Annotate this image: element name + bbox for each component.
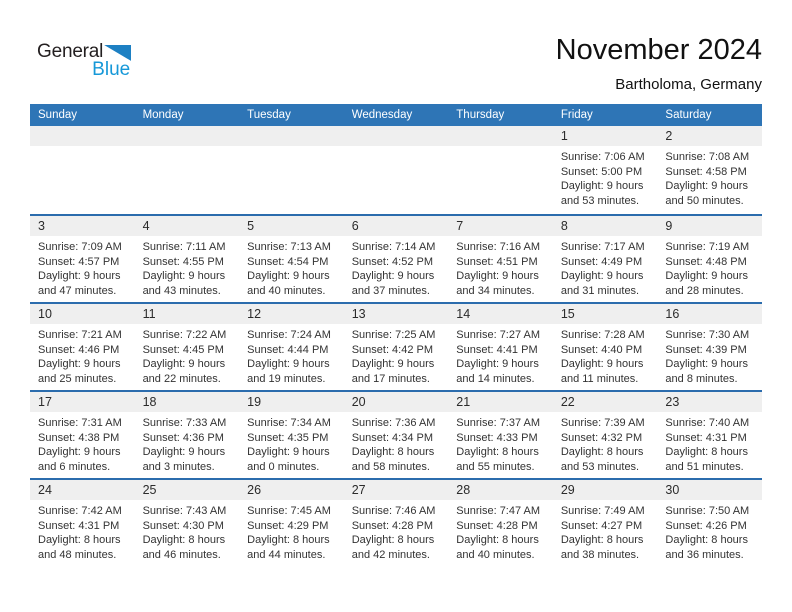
- day-detail-line: Sunrise: 7:21 AM: [38, 329, 122, 341]
- day-detail-line: Sunset: 4:57 PM: [38, 255, 120, 268]
- day-detail-line: Daylight: 9 hours: [351, 358, 435, 371]
- day-detail-line: and 48 minutes.: [38, 548, 117, 561]
- day-detail-line: Daylight: 9 hours: [456, 270, 539, 283]
- day-detail-line: Sunrise: 7:30 AM: [665, 329, 750, 341]
- day-details: [553, 324, 658, 386]
- day-number: 15: [553, 304, 658, 324]
- day-details: [239, 236, 344, 298]
- day-detail-line: Sunset: 4:36 PM: [142, 431, 224, 444]
- day-detail-line: and 0 minutes.: [247, 460, 320, 473]
- day-number: 17: [30, 392, 135, 412]
- day-details: [30, 146, 135, 150]
- day-details: [30, 236, 135, 298]
- day-detail-line: Sunrise: 7:39 AM: [560, 417, 645, 429]
- day-detail-line: and 22 minutes.: [142, 372, 221, 385]
- day-number: 14: [448, 304, 553, 324]
- day-detail-line: and 53 minutes.: [560, 194, 640, 207]
- day-detail-line: Daylight: 9 hours: [247, 358, 330, 371]
- day-number: 3: [30, 216, 135, 236]
- day-detail-line: and 51 minutes.: [665, 460, 744, 473]
- day-number: 22: [553, 392, 658, 412]
- weekday-thursday: Thursday: [456, 109, 505, 121]
- day-detail-line: Sunset: 4:41 PM: [456, 343, 538, 356]
- day-detail-line: Sunrise: 7:31 AM: [38, 417, 122, 429]
- day-number: 9: [657, 216, 762, 236]
- day-number: 20: [344, 392, 449, 412]
- day-number: 19: [239, 392, 344, 412]
- day-detail-line: Daylight: 8 hours: [351, 534, 435, 547]
- day-number: 27: [344, 480, 449, 500]
- day-number: 16: [657, 304, 762, 324]
- calendar-weeks: [30, 126, 762, 566]
- day-detail-line: and 40 minutes.: [456, 548, 535, 561]
- weekday-header-row: [30, 104, 762, 126]
- day-details: [239, 146, 344, 150]
- day-detail-line: Sunset: 4:51 PM: [456, 255, 538, 268]
- day-detail-line: Sunrise: 7:24 AM: [247, 329, 331, 341]
- day-cell: [30, 304, 135, 390]
- day-cell: [344, 304, 449, 390]
- logo-text-general: General: [37, 41, 104, 62]
- calendar-table: [30, 104, 762, 566]
- day-detail-line: Sunrise: 7:28 AM: [560, 329, 645, 341]
- day-detail-line: and 55 minutes.: [456, 460, 535, 473]
- day-number: 26: [239, 480, 344, 500]
- general-blue-logo: [37, 41, 131, 81]
- title-block: [556, 34, 762, 93]
- day-number: 12: [239, 304, 344, 324]
- day-detail-line: Sunrise: 7:37 AM: [456, 417, 541, 429]
- day-detail-line: Sunrise: 7:11 AM: [142, 241, 226, 253]
- day-details: [344, 324, 449, 386]
- day-details: [30, 412, 135, 474]
- day-detail-line: Sunset: 4:26 PM: [665, 519, 747, 532]
- day-detail-line: Sunset: 4:39 PM: [665, 343, 747, 356]
- day-detail-line: Sunset: 4:29 PM: [247, 519, 329, 532]
- day-detail-line: Sunset: 4:28 PM: [351, 519, 434, 532]
- day-detail-line: Sunset: 4:58 PM: [665, 165, 747, 178]
- weekday-friday: Friday: [560, 109, 593, 121]
- day-cell: [30, 216, 135, 302]
- day-detail-line: Daylight: 9 hours: [142, 446, 226, 459]
- empty-day-cell: [30, 126, 135, 214]
- day-details: [344, 412, 449, 474]
- day-number: [448, 126, 553, 146]
- day-detail-line: and 37 minutes.: [351, 284, 430, 297]
- day-detail-line: Sunrise: 7:27 AM: [456, 329, 541, 341]
- day-detail-line: and 40 minutes.: [247, 284, 326, 297]
- day-detail-line: and 44 minutes.: [247, 548, 326, 561]
- day-cell: [344, 392, 449, 478]
- day-detail-line: Daylight: 9 hours: [38, 270, 121, 283]
- day-detail-line: and 25 minutes.: [38, 372, 117, 385]
- day-detail-line: Daylight: 9 hours: [560, 358, 644, 371]
- day-number: 8: [553, 216, 658, 236]
- day-details: [448, 500, 553, 562]
- day-details: [135, 146, 240, 150]
- day-cell: [553, 126, 658, 214]
- day-cell: [448, 392, 553, 478]
- day-detail-line: Sunrise: 7:40 AM: [665, 417, 750, 429]
- day-cell: [239, 480, 344, 566]
- day-cell: [30, 480, 135, 566]
- day-number: 29: [553, 480, 658, 500]
- weekday-monday: Monday: [142, 109, 184, 121]
- logo-text-blue: Blue: [92, 59, 131, 80]
- weekday-tuesday: Tuesday: [247, 109, 291, 121]
- day-detail-line: Sunrise: 7:49 AM: [560, 505, 645, 517]
- day-details: [657, 412, 762, 474]
- day-detail-line: Sunrise: 7:45 AM: [247, 505, 331, 517]
- day-details: [448, 236, 553, 298]
- weekday-wednesday: Wednesday: [351, 109, 413, 121]
- day-detail-line: Sunrise: 7:34 AM: [247, 417, 331, 429]
- day-details: [135, 500, 240, 562]
- day-number: 4: [135, 216, 240, 236]
- day-detail-line: Sunset: 4:44 PM: [247, 343, 329, 356]
- day-details: [553, 412, 658, 474]
- day-detail-line: Sunrise: 7:36 AM: [351, 417, 436, 429]
- day-details: [657, 324, 762, 386]
- day-detail-line: Daylight: 8 hours: [247, 534, 330, 547]
- day-detail-line: Sunset: 4:35 PM: [247, 431, 329, 444]
- day-number: 30: [657, 480, 762, 500]
- day-cell: [657, 216, 762, 302]
- day-detail-line: Sunset: 4:45 PM: [142, 343, 224, 356]
- day-details: [657, 146, 762, 208]
- day-detail-line: Sunrise: 7:22 AM: [142, 329, 227, 341]
- day-detail-line: Daylight: 8 hours: [142, 534, 226, 547]
- day-number: [135, 126, 240, 146]
- day-detail-line: and 8 minutes.: [665, 372, 738, 385]
- day-detail-line: Sunrise: 7:50 AM: [665, 505, 750, 517]
- day-details: [344, 500, 449, 562]
- day-cell: [448, 304, 553, 390]
- day-cell: [657, 480, 762, 566]
- day-cell: [553, 304, 658, 390]
- day-detail-line: Daylight: 8 hours: [560, 534, 644, 547]
- empty-day-cell: [448, 126, 553, 214]
- empty-day-cell: [135, 126, 240, 214]
- day-cell: [239, 216, 344, 302]
- day-cell: [344, 216, 449, 302]
- day-number: 24: [30, 480, 135, 500]
- day-detail-line: and 11 minutes.: [560, 372, 639, 385]
- day-detail-line: Sunset: 4:55 PM: [142, 255, 224, 268]
- day-detail-line: and 28 minutes.: [665, 284, 744, 297]
- day-detail-line: and 58 minutes.: [351, 460, 430, 473]
- day-number: 10: [30, 304, 135, 324]
- day-detail-line: Daylight: 8 hours: [665, 446, 748, 459]
- day-detail-line: Sunrise: 7:47 AM: [456, 505, 541, 517]
- day-detail-line: Daylight: 9 hours: [38, 446, 121, 459]
- day-detail-line: Sunset: 4:38 PM: [38, 431, 120, 444]
- week-row: [30, 478, 762, 566]
- day-cell: [553, 480, 658, 566]
- week-row: [30, 302, 762, 390]
- day-detail-line: Sunset: 4:32 PM: [560, 431, 643, 444]
- day-detail-line: Daylight: 9 hours: [247, 270, 330, 283]
- day-detail-line: Daylight: 9 hours: [142, 358, 226, 371]
- weekday-sunday: Sunday: [38, 109, 78, 121]
- day-number: [30, 126, 135, 146]
- day-details: [657, 500, 762, 562]
- day-detail-line: and 47 minutes.: [38, 284, 117, 297]
- day-cell: [553, 216, 658, 302]
- day-details: [30, 500, 135, 562]
- day-detail-line: Daylight: 9 hours: [456, 358, 539, 371]
- day-detail-line: Sunset: 4:40 PM: [560, 343, 643, 356]
- day-detail-line: Sunrise: 7:42 AM: [38, 505, 122, 517]
- day-number: 7: [448, 216, 553, 236]
- day-detail-line: Daylight: 8 hours: [38, 534, 121, 547]
- day-cell: [135, 216, 240, 302]
- day-detail-line: Sunset: 4:46 PM: [38, 343, 120, 356]
- day-details: [448, 146, 553, 150]
- day-detail-line: Sunrise: 7:06 AM: [560, 151, 645, 163]
- day-detail-line: Sunrise: 7:33 AM: [142, 417, 227, 429]
- day-detail-line: Sunset: 4:28 PM: [456, 519, 538, 532]
- day-detail-line: Daylight: 9 hours: [247, 446, 330, 459]
- day-number: 13: [344, 304, 449, 324]
- day-detail-line: and 14 minutes.: [456, 372, 535, 385]
- day-detail-line: Sunset: 4:33 PM: [456, 431, 538, 444]
- day-detail-line: Sunset: 4:49 PM: [560, 255, 643, 268]
- day-detail-line: Sunrise: 7:16 AM: [456, 241, 541, 253]
- day-detail-line: Daylight: 9 hours: [560, 180, 644, 193]
- day-detail-line: and 46 minutes.: [142, 548, 221, 561]
- day-detail-line: Daylight: 9 hours: [38, 358, 121, 371]
- day-details: [657, 236, 762, 298]
- day-details: [30, 324, 135, 386]
- day-detail-line: and 34 minutes.: [456, 284, 535, 297]
- day-number: 21: [448, 392, 553, 412]
- day-detail-line: Sunset: 4:52 PM: [351, 255, 434, 268]
- day-cell: [30, 392, 135, 478]
- day-number: 11: [135, 304, 240, 324]
- day-detail-line: Daylight: 9 hours: [560, 270, 644, 283]
- day-details: [239, 412, 344, 474]
- day-detail-line: Sunset: 4:48 PM: [665, 255, 747, 268]
- day-detail-line: Daylight: 8 hours: [456, 446, 539, 459]
- day-detail-line: Daylight: 8 hours: [456, 534, 539, 547]
- day-details: [344, 236, 449, 298]
- day-number: 6: [344, 216, 449, 236]
- day-cell: [657, 126, 762, 214]
- day-detail-line: Sunrise: 7:17 AM: [560, 241, 645, 253]
- day-detail-line: Daylight: 9 hours: [351, 270, 435, 283]
- day-detail-line: Sunset: 5:00 PM: [560, 165, 643, 178]
- empty-day-cell: [344, 126, 449, 214]
- day-detail-line: Sunset: 4:34 PM: [351, 431, 434, 444]
- day-cell: [344, 480, 449, 566]
- week-row: [30, 126, 762, 214]
- day-detail-line: Daylight: 9 hours: [142, 270, 226, 283]
- week-row: [30, 214, 762, 302]
- day-number: 5: [239, 216, 344, 236]
- day-cell: [135, 304, 240, 390]
- day-detail-line: Sunset: 4:30 PM: [142, 519, 224, 532]
- day-detail-line: Daylight: 8 hours: [560, 446, 644, 459]
- day-details: [448, 324, 553, 386]
- day-number: 1: [553, 126, 658, 146]
- day-details: [344, 146, 449, 150]
- day-details: [553, 146, 658, 208]
- day-detail-line: Sunset: 4:27 PM: [560, 519, 643, 532]
- page-title: November 2024: [555, 34, 762, 66]
- day-cell: [239, 392, 344, 478]
- day-cell: [135, 392, 240, 478]
- day-cell: [657, 304, 762, 390]
- day-detail-line: and 36 minutes.: [665, 548, 744, 561]
- day-cell: [135, 480, 240, 566]
- week-row: [30, 390, 762, 478]
- day-detail-line: and 31 minutes.: [560, 284, 640, 297]
- day-detail-line: and 19 minutes.: [247, 372, 326, 385]
- day-detail-line: Sunrise: 7:43 AM: [142, 505, 227, 517]
- day-detail-line: Daylight: 9 hours: [665, 270, 748, 283]
- day-detail-line: Daylight: 8 hours: [351, 446, 435, 459]
- day-details: [553, 236, 658, 298]
- day-detail-line: and 3 minutes.: [142, 460, 215, 473]
- day-detail-line: Sunrise: 7:08 AM: [665, 151, 750, 163]
- day-details: [239, 324, 344, 386]
- day-detail-line: Sunset: 4:54 PM: [247, 255, 329, 268]
- day-detail-line: Sunrise: 7:13 AM: [247, 241, 331, 253]
- day-detail-line: and 53 minutes.: [560, 460, 640, 473]
- day-cell: [448, 480, 553, 566]
- day-detail-line: Daylight: 8 hours: [665, 534, 748, 547]
- day-cell: [239, 304, 344, 390]
- day-detail-line: Sunrise: 7:25 AM: [351, 329, 436, 341]
- day-detail-line: Sunrise: 7:46 AM: [351, 505, 436, 517]
- day-detail-line: and 42 minutes.: [351, 548, 430, 561]
- day-detail-line: Daylight: 9 hours: [665, 358, 748, 371]
- day-detail-line: and 38 minutes.: [560, 548, 640, 561]
- day-detail-line: and 43 minutes.: [142, 284, 221, 297]
- day-cell: [448, 216, 553, 302]
- day-number: 23: [657, 392, 762, 412]
- day-detail-line: and 6 minutes.: [38, 460, 111, 473]
- day-number: 25: [135, 480, 240, 500]
- day-detail-line: and 17 minutes.: [351, 372, 430, 385]
- weekday-saturday: Saturday: [665, 109, 712, 121]
- day-number: 2: [657, 126, 762, 146]
- day-details: [448, 412, 553, 474]
- day-details: [135, 324, 240, 386]
- location-subtitle: Bartholoma, Germany: [615, 76, 762, 94]
- day-detail-line: Sunset: 4:31 PM: [665, 431, 747, 444]
- day-cell: [553, 392, 658, 478]
- day-details: [553, 500, 658, 562]
- day-number: [344, 126, 449, 146]
- day-detail-line: Sunrise: 7:09 AM: [38, 241, 122, 253]
- day-detail-line: Sunset: 4:42 PM: [351, 343, 434, 356]
- day-detail-line: Sunrise: 7:19 AM: [665, 241, 750, 253]
- empty-day-cell: [239, 126, 344, 214]
- day-number: 18: [135, 392, 240, 412]
- day-cell: [657, 392, 762, 478]
- day-number: 28: [448, 480, 553, 500]
- day-detail-line: and 50 minutes.: [665, 194, 744, 207]
- day-details: [239, 500, 344, 562]
- day-detail-line: Sunrise: 7:14 AM: [351, 241, 436, 253]
- day-number: [239, 126, 344, 146]
- day-detail-line: Daylight: 9 hours: [665, 180, 748, 193]
- day-details: [135, 236, 240, 298]
- day-detail-line: Sunset: 4:31 PM: [38, 519, 120, 532]
- day-details: [135, 412, 240, 474]
